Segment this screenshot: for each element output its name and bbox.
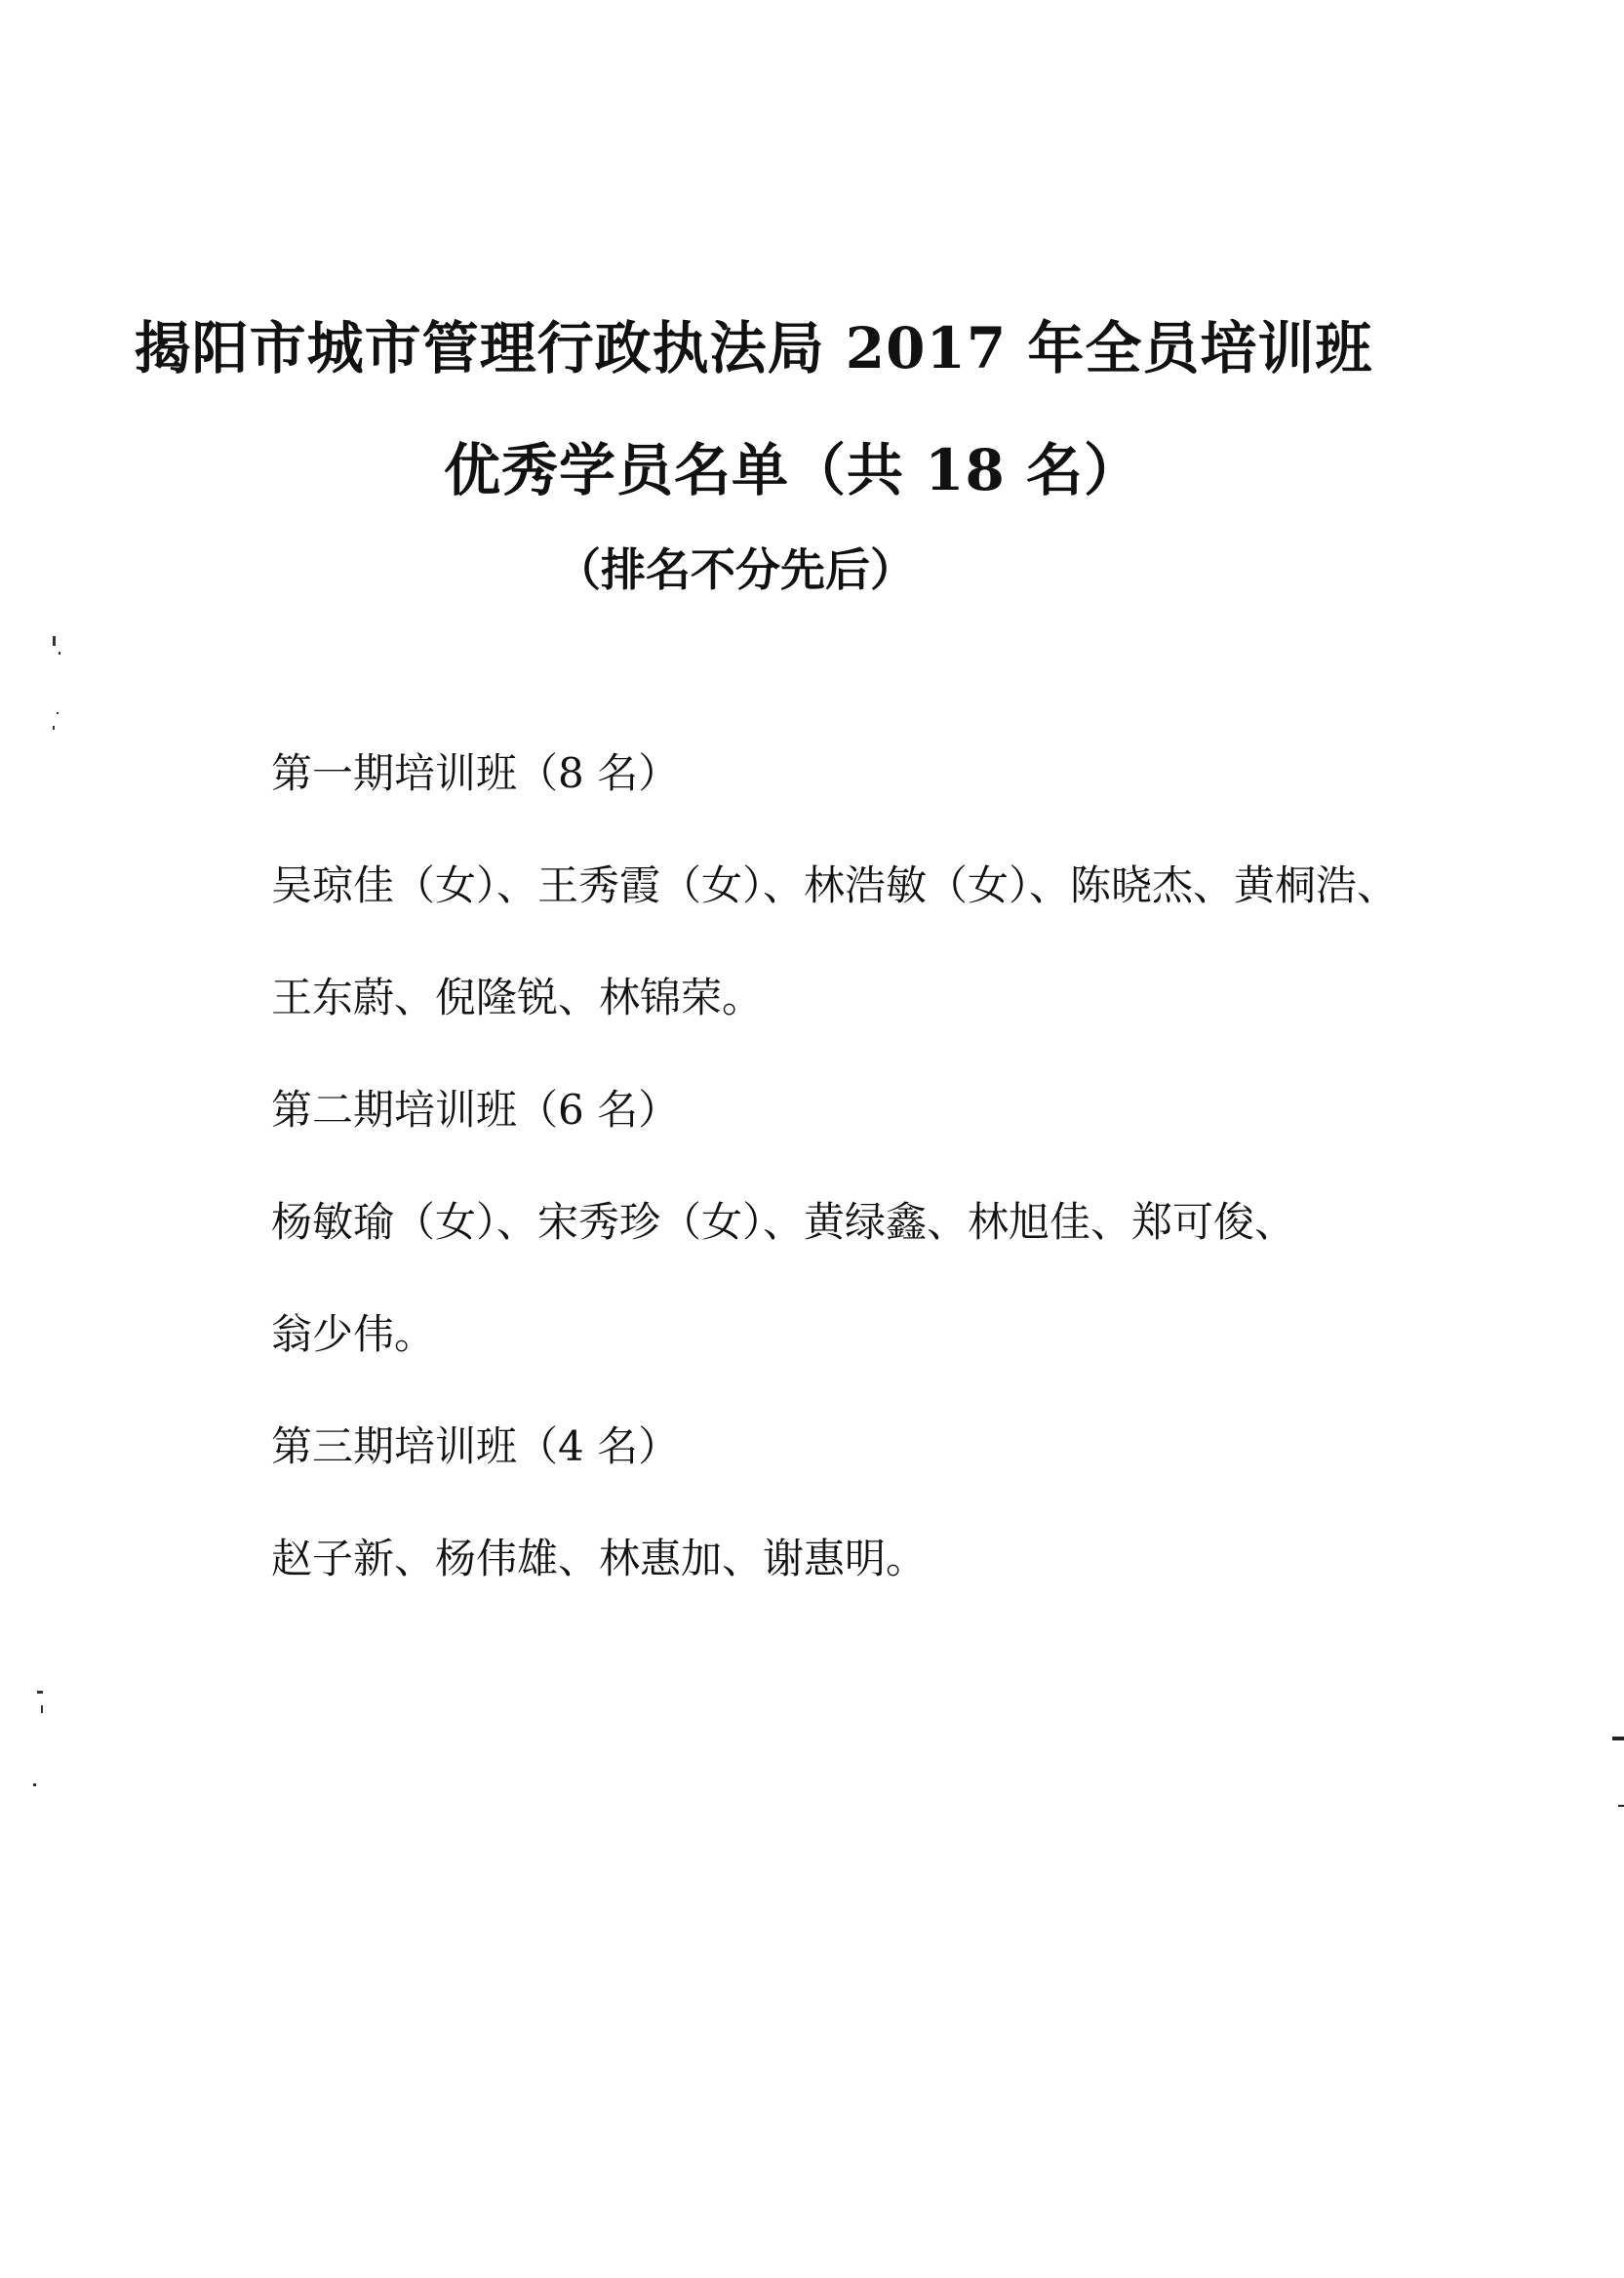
scan-speck — [41, 1705, 43, 1713]
scan-speck — [53, 636, 56, 646]
scan-speck — [57, 712, 59, 714]
document-title-line-2: 优秀学员名单（共 18 名） — [443, 437, 1142, 503]
document-title-line-1: 揭阳市城市管理行政执法局 2017 年全员培训班 — [134, 315, 1373, 381]
scan-speck — [59, 652, 60, 655]
section-1-names-line-1: 吴琼佳（女）、王秀霞（女）、林浩敏（女）、陈晓杰、黄桐浩、 — [271, 861, 1399, 909]
section-3-names-line-1: 赵子新、杨伟雄、林惠加、谢惠明。 — [271, 1535, 928, 1582]
document-subtitle: （排名不分先后） — [556, 543, 915, 596]
section-2-heading: 第二期培训班（6 名） — [271, 1086, 680, 1134]
scan-speck — [33, 1783, 36, 1786]
section-3-heading: 第三期培训班（4 名） — [271, 1422, 680, 1470]
section-1-names-line-2: 王东蔚、倪隆锐、林锦荣。 — [271, 974, 764, 1021]
scan-edge-mark — [1612, 1737, 1624, 1740]
section-2-names-line-1: 杨敏瑜（女）、宋秀珍（女）、黄绿鑫、林旭佳、郑可俊、 — [271, 1198, 1296, 1246]
section-2-names-line-2: 翁少伟。 — [271, 1310, 436, 1358]
scan-speck — [37, 1691, 43, 1694]
scan-edge-mark — [1618, 1805, 1624, 1807]
section-1-heading: 第一期培训班（8 名） — [271, 749, 680, 797]
scan-speck — [53, 726, 55, 730]
